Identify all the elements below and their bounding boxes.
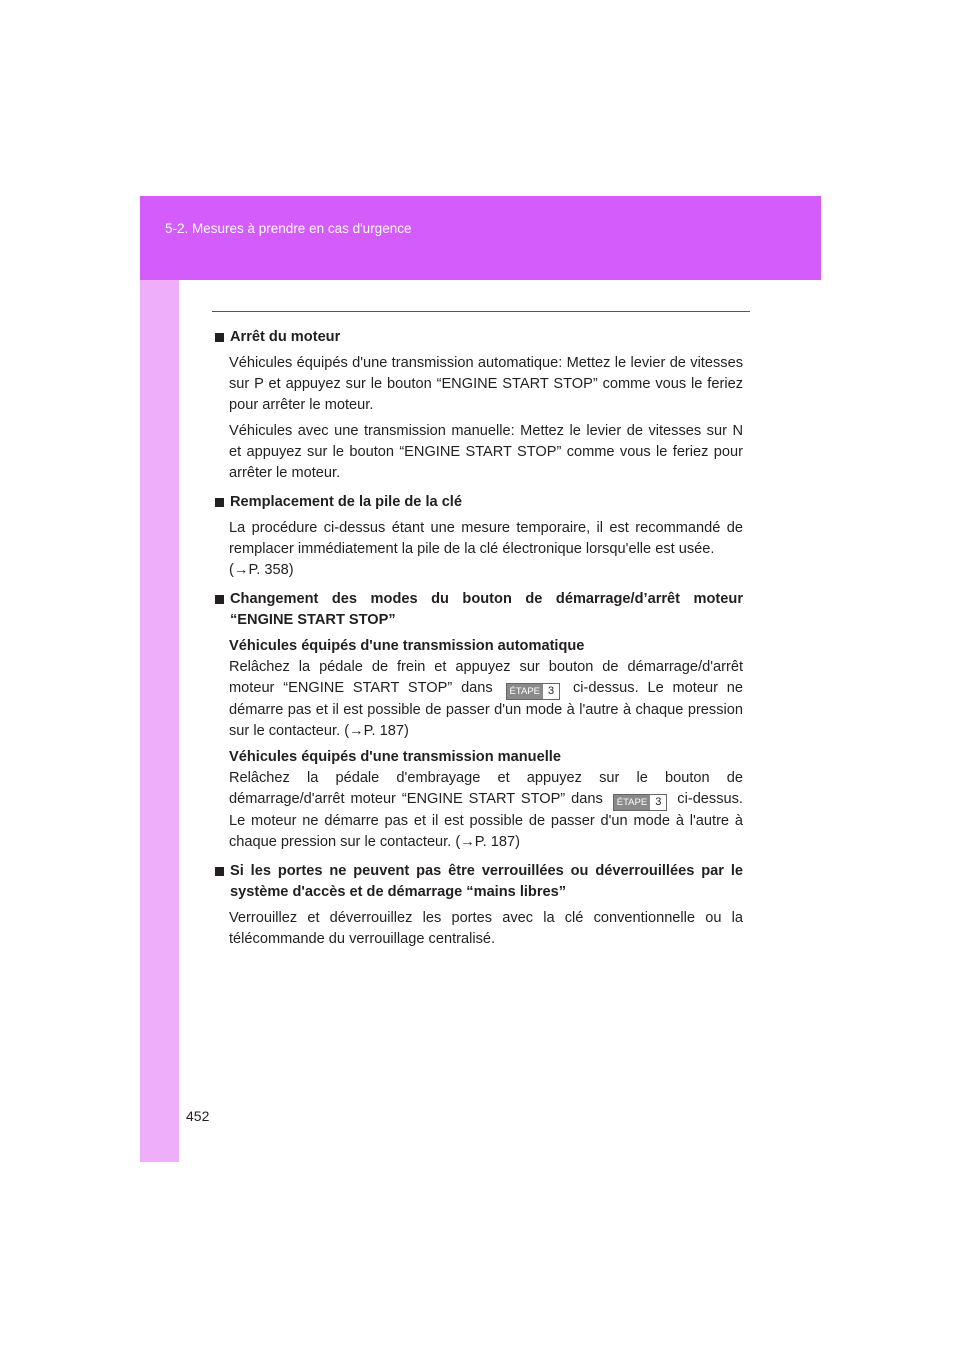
- subheading: Véhicules équipés d'une transmission automatique: [229, 638, 585, 654]
- item-engine-stop: [215, 327, 743, 484]
- paragraph-text: Relâchez la pédale d'embrayage et appuyez sur le bouton de démarrage/d'arrêt moteur “ENGINE START STOP” dans: [229, 770, 743, 807]
- item-heading: [215, 327, 743, 348]
- step-badge-number: 3: [543, 684, 559, 699]
- paragraph-text: ci-dessus. Le moteur ne démarre pas et il est possible de passer d'un mode à l'autre à chaque pression sur le contacteur. (→P. 187): [229, 791, 743, 850]
- paragraph: Véhicules équipés d'une transmission automatique: Mettez le levier de vitesses sur P et appuyez sur le bouton “ENGINE START STOP” comme vous le feriez pour arrêter le moteur.: [229, 355, 743, 413]
- item-doors: [215, 861, 743, 950]
- item-title: Arrêt du moteur: [230, 329, 341, 345]
- step-badge-number: 3: [650, 795, 666, 810]
- item-modes: [215, 589, 743, 853]
- step-badge-word: ÉTAPE: [614, 795, 650, 810]
- item-heading: [215, 861, 743, 903]
- paragraph-text: Relâchez la pédale de frein et appuyez sur bouton de démarrage/d'arrêt moteur “ENGINE START STOP” dans: [229, 659, 743, 696]
- paragraph: Véhicules avec une transmission manuelle: Mettez le levier de vitesses sur N et appuyez sur le bouton “ENGINE START STOP” comme vous le feriez pour arrêter le moteur.: [229, 423, 743, 481]
- item-heading: [215, 492, 743, 513]
- page-content: [215, 327, 743, 958]
- square-bullet-icon: [215, 498, 224, 507]
- square-bullet-icon: [215, 867, 224, 876]
- paragraph-text: La procédure ci-dessus étant une mesure temporaire, il est recommandé de remplacer immédiatement la pile de la clé électronique lorsqu'elle est usée.: [229, 520, 743, 557]
- side-color-strip: [140, 196, 179, 1162]
- subheading: Véhicules équipés d'une transmission manuelle: [229, 749, 561, 765]
- top-rule: [212, 311, 750, 312]
- item-heading: [215, 589, 743, 631]
- item-title: Si les portes ne peuvent pas être verrouillées ou déverrouillées par le système d'accès et de démarrage “mains libres”: [230, 863, 743, 900]
- step-badge: [613, 794, 668, 811]
- page-reference: (→P. 358): [229, 562, 294, 578]
- item-battery: [215, 492, 743, 581]
- square-bullet-icon: [215, 595, 224, 604]
- item-title: Changement des modes du bouton de démarrage/d’arrêt moteur “ENGINE START STOP”: [230, 591, 743, 628]
- paragraph: [229, 518, 743, 581]
- paragraph: [229, 636, 743, 742]
- square-bullet-icon: [215, 333, 224, 342]
- paragraph: Verrouillez et déverrouillez les portes avec la clé conventionnelle ou la télécommande du verrouillage centralisé.: [229, 910, 743, 947]
- step-badge: [506, 683, 561, 700]
- step-badge-word: ÉTAPE: [507, 684, 543, 699]
- paragraph-text: ci-dessus. Le moteur ne démarre pas et il est possible de passer d'un mode à l'autre à chaque pression sur le contacteur. (→P. 187): [229, 680, 743, 739]
- item-title: Remplacement de la pile de la clé: [230, 494, 462, 510]
- section-title: 5-2. Mesures à prendre en cas d'urgence: [165, 221, 412, 236]
- paragraph: [229, 747, 743, 853]
- section-header-band: [140, 196, 821, 280]
- page-number: 452: [186, 1108, 210, 1124]
